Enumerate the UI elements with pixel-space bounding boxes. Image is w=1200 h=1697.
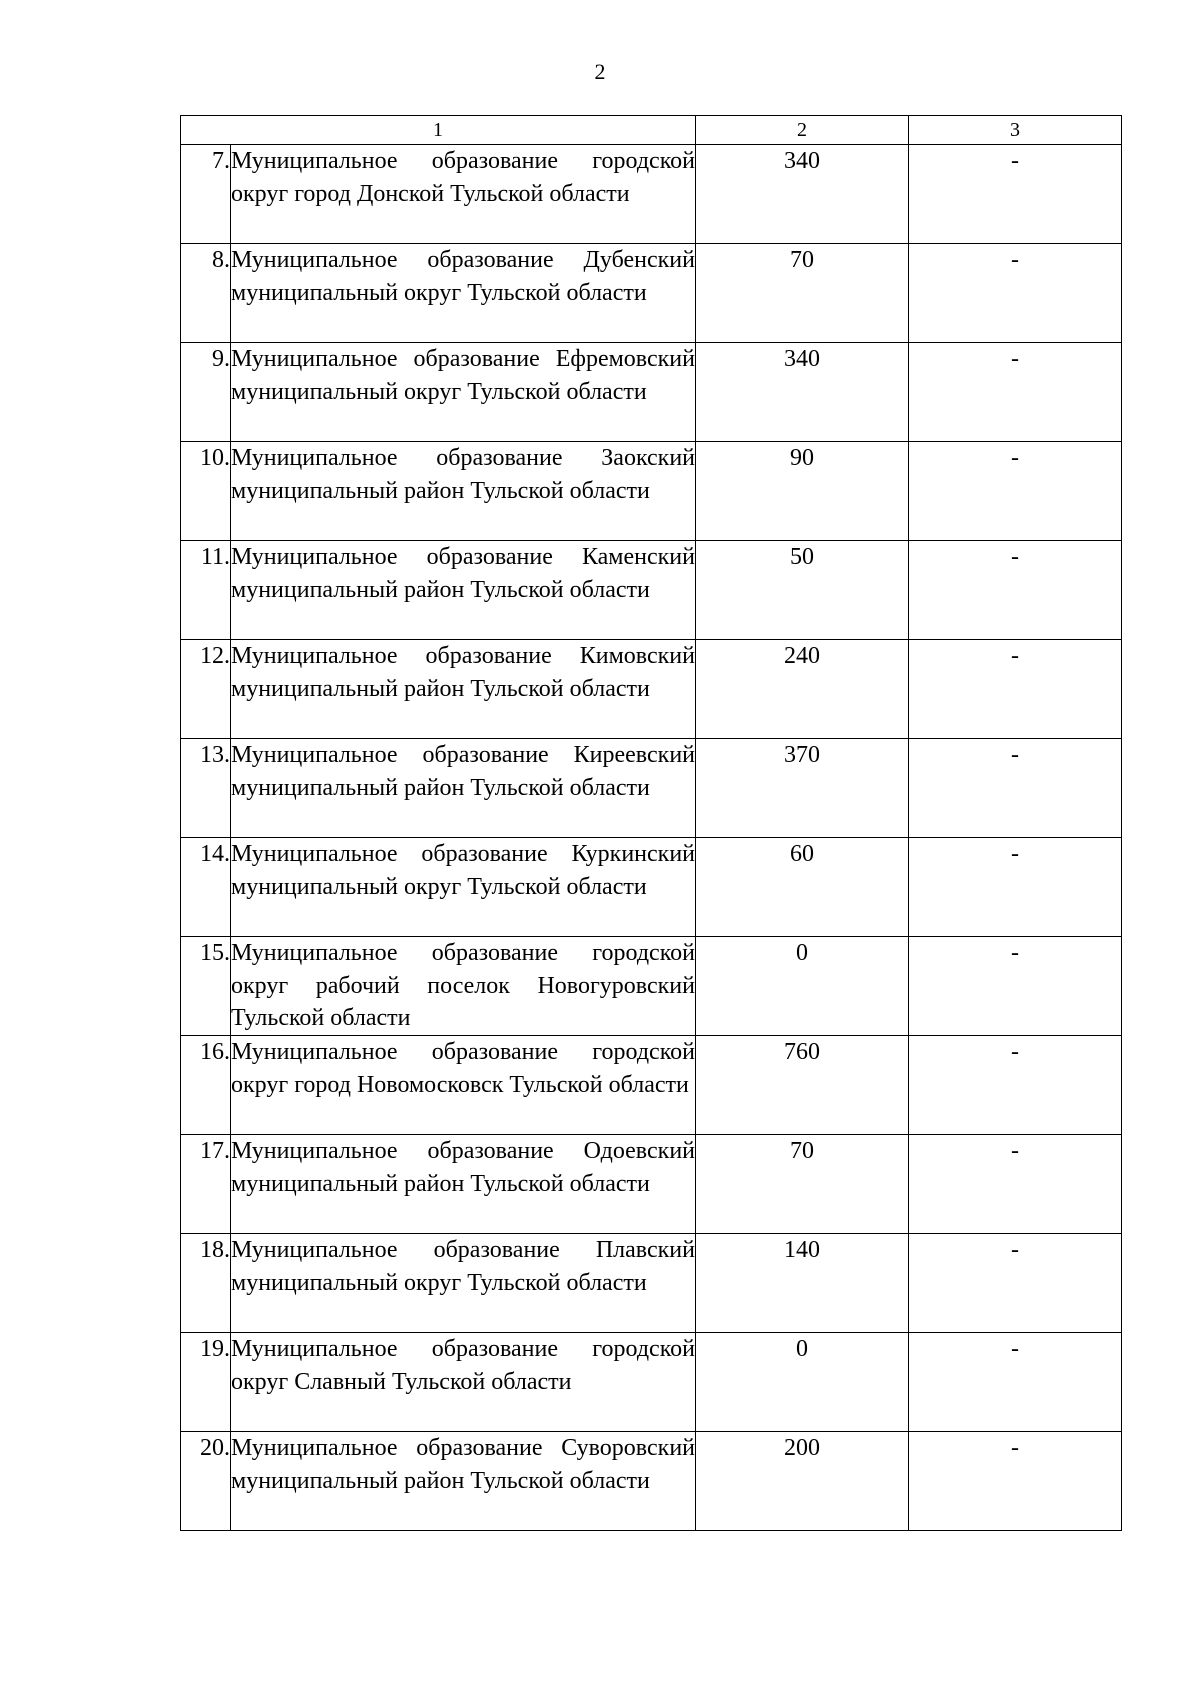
column-3-value: - (909, 343, 1122, 442)
column-3-value: - (909, 145, 1122, 244)
column-2-value: 70 (696, 1135, 909, 1234)
table-row (181, 442, 1122, 541)
column-3-value: - (909, 541, 1122, 640)
column-2-value: 0 (696, 1333, 909, 1432)
row-number: 11. (181, 541, 231, 640)
row-number: 7. (181, 145, 231, 244)
column-3-value: - (909, 1036, 1122, 1135)
table-row (181, 739, 1122, 838)
table-row (181, 541, 1122, 640)
column-3-value: - (909, 244, 1122, 343)
municipality-name: Муниципальное образование Плавский муниципальный округ Тульской области (231, 1234, 696, 1333)
column-3-value: - (909, 937, 1122, 1036)
column-3-value: - (909, 640, 1122, 739)
row-number: 20. (181, 1432, 231, 1531)
allocation-table (180, 115, 1122, 1531)
municipality-name: Муниципальное образование Одоевский муниципальный район Тульской области (231, 1135, 696, 1234)
municipality-name: Муниципальное образование Суворовский муниципальный район Тульской области (231, 1432, 696, 1531)
table-row (181, 1333, 1122, 1432)
row-number: 15. (181, 937, 231, 1036)
column-3-value: - (909, 1333, 1122, 1432)
table-row (181, 838, 1122, 937)
municipality-name: Муниципальное образование Куркинский муниципальный округ Тульской области (231, 838, 696, 937)
column-3-value: - (909, 1234, 1122, 1333)
column-header-2: 2 (696, 116, 909, 145)
table-row (181, 1234, 1122, 1333)
row-number: 14. (181, 838, 231, 937)
column-2-value: 0 (696, 937, 909, 1036)
table-row (181, 145, 1122, 244)
column-2-value: 60 (696, 838, 909, 937)
column-2-value: 240 (696, 640, 909, 739)
column-2-value: 760 (696, 1036, 909, 1135)
page-number: 2 (594, 59, 606, 84)
column-2-value: 340 (696, 343, 909, 442)
municipality-name: Муниципальное образование Дубенский муниципальный округ Тульской области (231, 244, 696, 343)
municipality-name: Муниципальное образование городской округ город Донской Тульской области (231, 145, 696, 244)
column-2-value: 200 (696, 1432, 909, 1531)
column-3-value: - (909, 442, 1122, 541)
row-number: 13. (181, 739, 231, 838)
municipality-name: Муниципальное образование Киреевский муниципальный район Тульской области (231, 739, 696, 838)
municipality-name: Муниципальное образование Кимовский муниципальный район Тульской области (231, 640, 696, 739)
column-header-3: 3 (909, 116, 1122, 145)
municipality-name: Муниципальное образование городской округ город Новомосковск Тульской области (231, 1036, 696, 1135)
column-2-value: 50 (696, 541, 909, 640)
column-2-value: 140 (696, 1234, 909, 1333)
column-2-value: 370 (696, 739, 909, 838)
row-number: 17. (181, 1135, 231, 1234)
table-row (181, 937, 1122, 1036)
column-3-value: - (909, 739, 1122, 838)
column-header-1: 1 (181, 116, 696, 145)
column-2-value: 70 (696, 244, 909, 343)
row-number: 16. (181, 1036, 231, 1135)
column-3-value: - (909, 838, 1122, 937)
row-number: 9. (181, 343, 231, 442)
municipality-name: Муниципальное образование городской округ Славный Тульской области (231, 1333, 696, 1432)
column-3-value: - (909, 1432, 1122, 1531)
municipality-name: Муниципальное образование Ефремовский муниципальный округ Тульской области (231, 343, 696, 442)
municipality-name: Муниципальное образование городской округ рабочий поселок Новогуровский Тульской области (231, 937, 696, 1036)
row-number: 8. (181, 244, 231, 343)
column-2-value: 340 (696, 145, 909, 244)
row-number: 18. (181, 1234, 231, 1333)
row-number: 12. (181, 640, 231, 739)
table-row (181, 1432, 1122, 1531)
municipality-name: Муниципальное образование Каменский муниципальный район Тульской области (231, 541, 696, 640)
row-number: 19. (181, 1333, 231, 1432)
table-header-row (181, 116, 1122, 145)
table-row (181, 343, 1122, 442)
table-row (181, 1036, 1122, 1135)
row-number: 10. (181, 442, 231, 541)
column-2-value: 90 (696, 442, 909, 541)
table-row (181, 640, 1122, 739)
column-3-value: - (909, 1135, 1122, 1234)
table-row (181, 1135, 1122, 1234)
municipality-name: Муниципальное образование Заокский муниципальный район Тульской области (231, 442, 696, 541)
table-row (181, 244, 1122, 343)
